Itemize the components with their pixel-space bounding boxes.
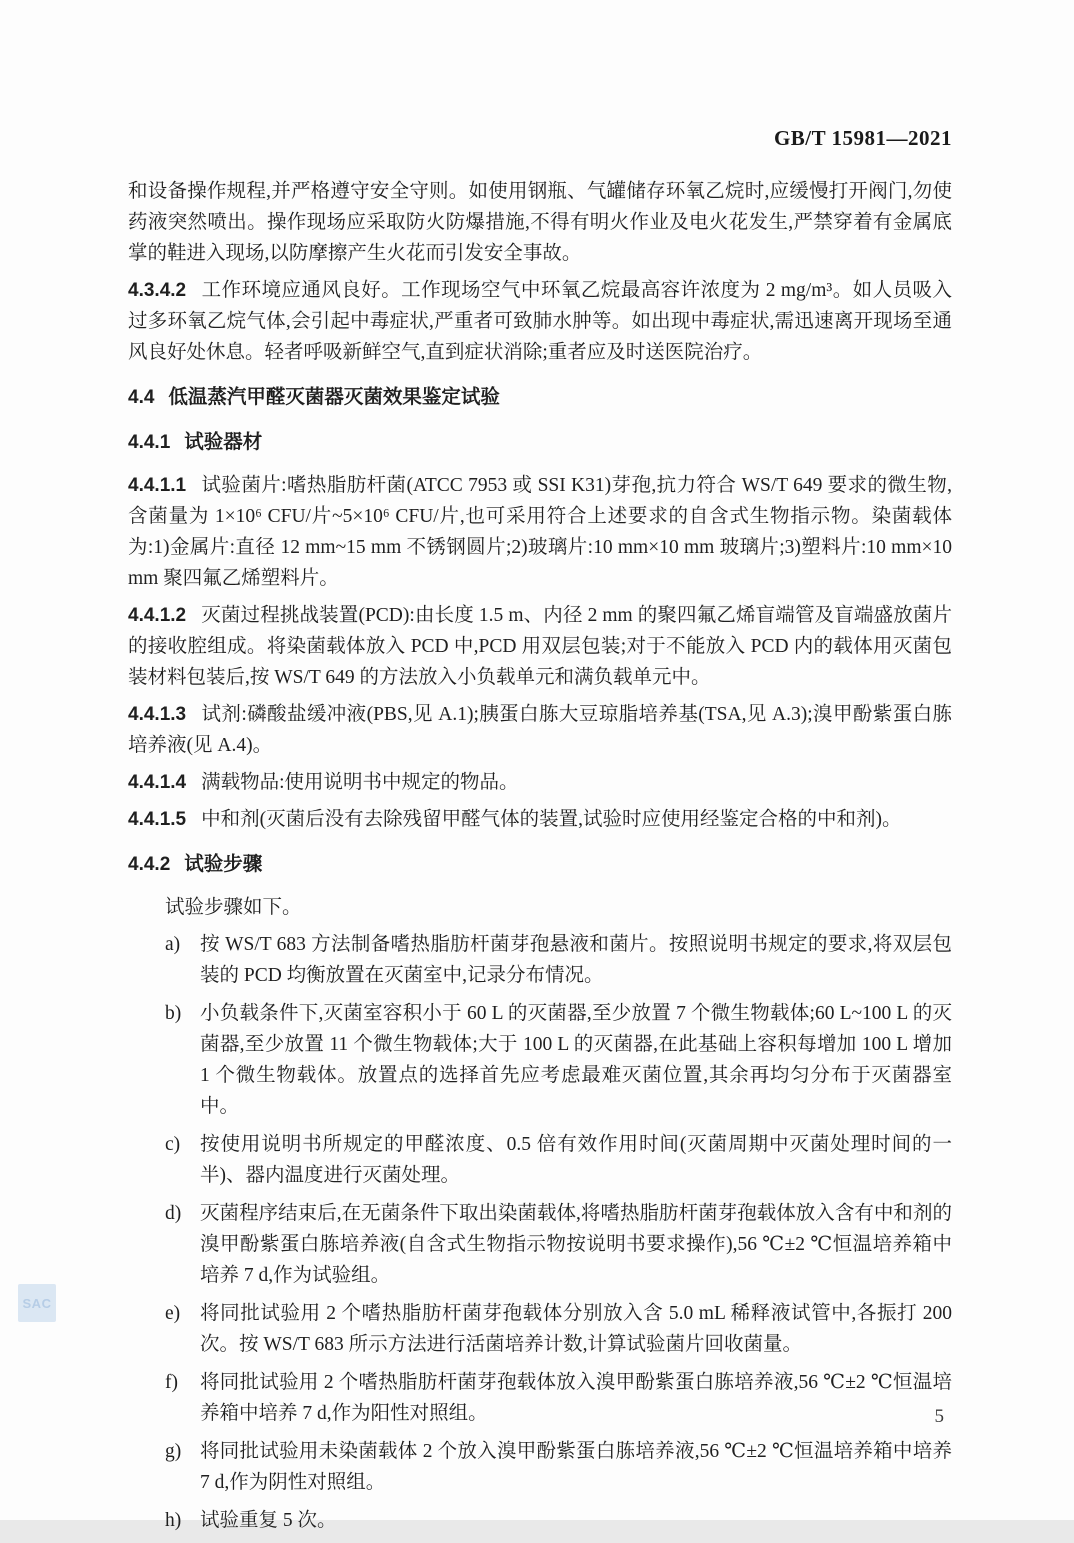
clause-number: 4.4.1.2 <box>128 605 187 626</box>
list-item-label: f) <box>165 1372 178 1393</box>
section-heading <box>128 427 952 458</box>
list-item-text: 试验重复 5 次。 <box>200 1510 337 1531</box>
clause-paragraph <box>128 804 952 835</box>
list-item-text: 将同批试验用未染菌载体 2 个放入溴甲酚紫蛋白胨培养液,56 ℃±2 ℃恒温培养箱中培养 7 d,作为阴性对照组。 <box>200 1441 952 1493</box>
list-item-text: 将同批试验用 2 个嗜热脂肪杆菌芽孢载体放入溴甲酚紫蛋白胨培养液,56 ℃±2 ℃恒温培养箱中培养 7 d,作为阳性对照组。 <box>200 1372 952 1424</box>
clause-number: 4.4.1.1 <box>128 475 187 496</box>
list-item-label: g) <box>165 1441 182 1462</box>
list-item <box>165 1129 952 1191</box>
body-paragraph: 和设备操作规程,并严格遵守安全守则。如使用钢瓶、气罐储存环氧乙烷时,应缓慢打开阀门,勿使药液突然喷出。操作现场应采取防火防爆措施,不得有明火作业及电火花发生,严禁穿着有金属底掌的鞋进入现场,以防摩擦产生火花而引发安全事故。 <box>128 181 952 264</box>
list-item-label: d) <box>165 1203 182 1224</box>
clause-paragraph <box>128 275 952 368</box>
list-item <box>165 929 952 991</box>
list-item-label: b) <box>165 1003 182 1024</box>
clause-paragraph <box>128 699 952 761</box>
clause-text: 满载物品:使用说明书中规定的物品。 <box>201 772 519 793</box>
list-item <box>165 998 952 1122</box>
section-heading <box>128 849 952 880</box>
list-item-text: 按使用说明书所规定的甲醛浓度、0.5 倍有效作用时间(灭菌周期中灭菌处理时间的一半)、器内温度进行灭菌处理。 <box>200 1134 952 1186</box>
clause-number: 4.3.4.2 <box>128 280 187 301</box>
list-item <box>165 1298 952 1360</box>
body-paragraph: 试验步骤如下。 <box>165 897 302 918</box>
sac-watermark-logo <box>18 1284 56 1322</box>
document-body <box>128 176 952 1543</box>
clause-number: 4.4.2 <box>128 854 171 875</box>
list-item <box>165 1198 952 1291</box>
clause-number: 4.4.1.3 <box>128 704 187 725</box>
clause-text: 中和剂(灭菌后没有去除残留甲醛气体的装置,试验时应使用经鉴定合格的中和剂)。 <box>201 809 902 830</box>
section-heading <box>128 382 952 413</box>
clause-text: 试验菌片:嗜热脂肪杆菌(ATCC 7953 或 SSI K31)芽孢,抗力符合 WS/T 649 要求的微生物,含菌量为 1×10⁶ CFU/片~5×10⁶ CFU/片,也可采用符合上述要求的自含式生物指示物。染菌载体为:1)金属片:直径 12 mm~15 mm 不锈钢圆片;2)玻璃片:10 mm×10 mm 玻璃片;3)塑料片:10 mm×10 mm 聚四氟乙烯塑料片。 <box>128 475 952 589</box>
heading-text: 试验器材 <box>184 431 263 453</box>
list-item-text: 按 WS/T 683 方法制备嗜热脂肪杆菌芽孢悬液和菌片。按照说明书规定的要求,将双层包装的 PCD 均衡放置在灭菌室中,记录分布情况。 <box>200 934 952 986</box>
clause-paragraph <box>128 767 952 798</box>
clause-number: 4.4.1.4 <box>128 772 187 793</box>
list-item-label: h) <box>165 1510 182 1531</box>
standard-code-header: GB/T 15981—2021 <box>773 126 952 150</box>
clause-number: 4.4 <box>128 387 155 408</box>
clause-number: 4.4.1.5 <box>128 809 187 830</box>
list-item-text: 将同批试验用 2 个嗜热脂肪杆菌芽孢载体分别放入含 5.0 mL 稀释液试管中,各振打 200 次。按 WS/T 683 所示方法进行活菌培养计数,计算试验菌片回收菌量。 <box>200 1303 952 1355</box>
list-item <box>165 1505 952 1536</box>
page-number: 5 <box>934 1406 944 1427</box>
heading-text: 试验步骤 <box>184 853 263 875</box>
list-item <box>165 1436 952 1498</box>
list-item-text: 小负载条件下,灭菌室容积小于 60 L 的灭菌器,至少放置 7 个微生物载体;60 L~100 L 的灭菌器,至少放置 11 个微生物载体;大于 100 L 的灭菌器,在此基础上容积每增加 100 L 增加 1 个微生物载体。放置点的选择首先应考虑最难灭菌位置,其余再均匀分布于灭菌器室中。 <box>200 1003 952 1117</box>
heading-text: 低温蒸汽甲醛灭菌器灭菌效果鉴定试验 <box>168 386 500 408</box>
list-item <box>165 1367 952 1429</box>
clause-paragraph <box>128 470 952 594</box>
list-item-text: 灭菌程序结束后,在无菌条件下取出染菌载体,将嗜热脂肪杆菌芽孢载体放入含有中和剂的溴甲酚紫蛋白胨培养液(自含式生物指示物按说明书要求操作),56 ℃±2 ℃恒温培养箱中培养 7 d,作为试验组。 <box>200 1203 952 1286</box>
sac-watermark-label: SAC <box>22 1295 52 1311</box>
list-item-label: e) <box>165 1303 181 1324</box>
clause-text: 试剂:磷酸盐缓冲液(PBS,见 A.1);胰蛋白胨大豆琼脂培养基(TSA,见 A.3);溴甲酚紫蛋白胨培养液(见 A.4)。 <box>128 704 952 756</box>
clause-paragraph <box>128 600 952 693</box>
clause-text: 灭菌过程挑战装置(PCD):由长度 1.5 m、内径 2 mm 的聚四氟乙烯盲端管及盲端盛放菌片的接收腔组成。将染菌载体放入 PCD 中,PCD 用双层包装;对于不能放入 PCD 内的载体用灭菌包装材料包装后,按 WS/T 649 的方法放入小负载单元和满负载单元中。 <box>128 605 952 688</box>
list-item-label: a) <box>165 934 181 955</box>
clause-number: 4.4.1 <box>128 432 171 453</box>
clause-text: 工作环境应通风良好。工作现场空气中环氧乙烷最高容许浓度为 2 mg/m³。如人员吸入过多环氧乙烷气体,会引起中毒症状,严重者可致肺水肿等。如出现中毒症状,需迅速离开现场至通风良好处休息。轻者呼吸新鲜空气,直到症状消除;重者应及时送医院治疗。 <box>128 280 952 363</box>
list-item-label: c) <box>165 1134 181 1155</box>
